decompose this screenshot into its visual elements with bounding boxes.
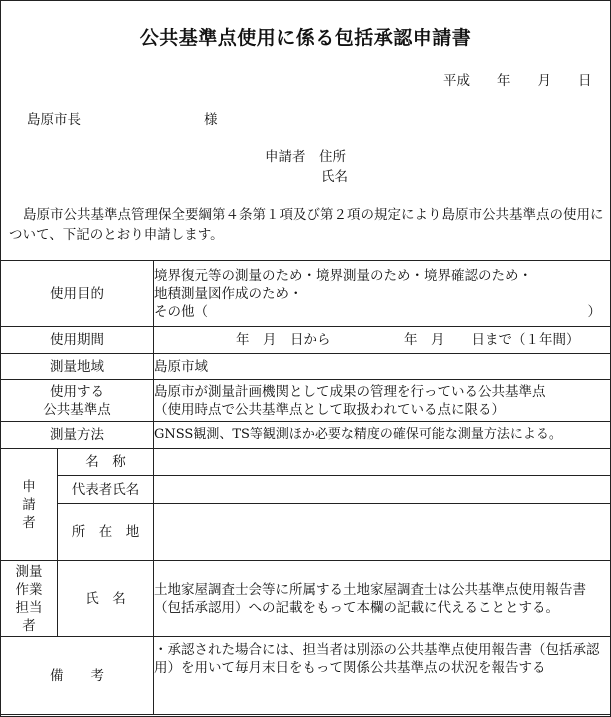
purpose-line-1: 境界復元等の測量のため・境界測量のため・境界確認のため・ (154, 267, 532, 284)
applicant-group-char-1: 申 (22, 478, 36, 495)
applicant-name-label: 氏名 (321, 169, 348, 185)
application-body-text: 島原市公共基準点管理保全要綱第４条第１項及び第２項の規定により島原市公共基準点の使用について、下記のとおり申請します。 (9, 207, 604, 243)
area-value: 島原市域 (154, 354, 611, 380)
application-table (0, 260, 611, 715)
points-row (1, 380, 611, 422)
period-values (154, 331, 611, 349)
applicant-name-label-cell: 名 称 (58, 449, 154, 476)
surveyor-group-line-2: 作業 (15, 581, 43, 598)
applicant-block (265, 147, 348, 187)
area-row (1, 354, 611, 380)
applicant-location-label: 所 在 地 (58, 504, 154, 561)
points-value-line-1: 島原市が測量計画機関として成果の管理を行っている公共基準点 (154, 383, 546, 400)
surveyor-name-label: 氏 名 (58, 561, 154, 637)
applicant-rep-field[interactable] (154, 476, 611, 504)
points-label-line-1: 使用する (50, 383, 104, 400)
points-value (154, 380, 611, 422)
applicant-rep-row (1, 476, 611, 504)
applicant-name-field[interactable] (154, 449, 611, 476)
purpose-cell[interactable] (154, 261, 611, 327)
surveyor-group-line-1: 測量 (15, 563, 43, 580)
applicant-location-field[interactable] (154, 504, 611, 561)
addressee: 島原市長 (27, 112, 81, 128)
remarks-label: 備 考 (1, 637, 154, 715)
form-title: 公共基準点使用に係る包括承認申請書 (139, 27, 472, 49)
period-to: 年 月 日まで（１年間） (404, 332, 580, 348)
period-cell[interactable] (154, 327, 611, 354)
honorific: 様 (204, 112, 218, 128)
purpose-other-line (154, 303, 611, 321)
date-line: 平成 年 月 日 (443, 73, 592, 89)
surveyor-row (1, 561, 611, 637)
applicant-group-label (1, 449, 58, 561)
surveyor-group-label (1, 561, 58, 637)
applicant-location-row (1, 504, 611, 561)
purpose-line-2: 地積測量図作成のため・ (154, 285, 303, 302)
surveyor-group-line-3: 担当 (15, 599, 43, 616)
remarks-row (1, 637, 611, 715)
remarks-value: ・承認された場合には、担当者は別添の公共基準点使用報告書（包括承認用）を用いて毎月末日をもって関係公共基準点の状況を報告する (154, 637, 611, 715)
points-value-line-2: （使用時点で公共基準点として取扱われている点に限る） (154, 401, 505, 418)
applicant-group-char-2: 請 (22, 496, 36, 513)
applicant-name-row (1, 449, 611, 476)
points-label-line-2: 公共基準点 (43, 401, 111, 418)
purpose-label: 使用目的 (1, 261, 154, 327)
applicant-address-label: 申請者 住所 (265, 149, 346, 165)
period-label: 使用期間 (1, 327, 154, 354)
method-label: 測量方法 (1, 422, 154, 449)
period-from: 年 月 日から (236, 332, 331, 348)
method-value: GNSS観測、TS等観測ほか必要な精度の確保可能な測量方法による。 (154, 422, 611, 449)
method-row (1, 422, 611, 449)
purpose-other-open: その他（ (154, 303, 208, 320)
points-label (1, 380, 154, 422)
applicant-rep-label: 代表者氏名 (58, 476, 154, 504)
purpose-row (1, 261, 611, 327)
surveyor-value: 土地家屋調査士会等に所属する土地家屋調査士は公共基準点使用報告書（包括承認用）への記載をもって本欄の記載に代えることとする。 (154, 561, 611, 637)
applicant-group-char-3: 者 (22, 514, 36, 531)
surveyor-group-line-4: 者 (22, 617, 36, 634)
period-row (1, 327, 611, 354)
area-label: 測量地域 (1, 354, 154, 380)
purpose-other-close: ） (587, 303, 601, 320)
